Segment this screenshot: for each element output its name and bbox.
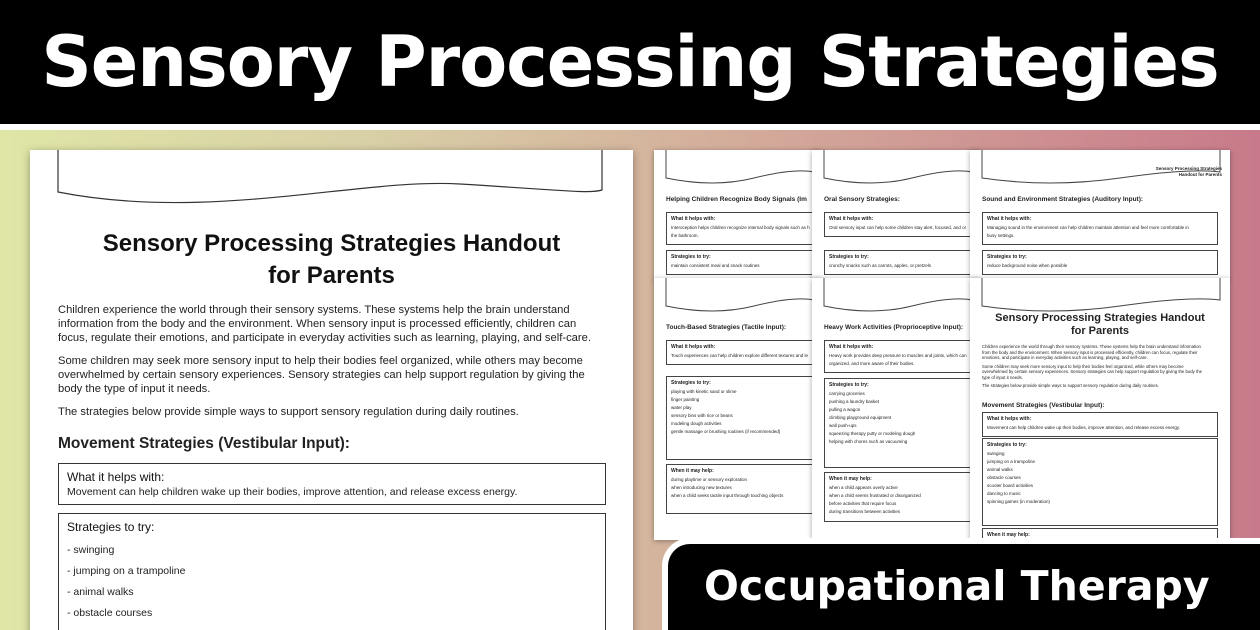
- preview-list-item: when a child seeks tactile input through touching objects: [671, 493, 784, 498]
- handout-page: [30, 150, 633, 630]
- preview-list-item: before activities that require focus: [829, 501, 897, 506]
- preview-list-item: obstacle courses: [987, 475, 1021, 480]
- preview-list-item: pushing a laundry basket: [829, 399, 880, 404]
- header-wave-decoration: [654, 150, 822, 190]
- preview-list-item: during transitions between activities: [829, 509, 901, 514]
- preview-box-text: Managing sound in the environment can help children maintain attention and feel more comfortable in: [987, 225, 1189, 230]
- strategy-item: - animal walks: [67, 586, 597, 598]
- preview-box-text: Oral sensory input can help some children stay alert, focused, and or: [829, 225, 967, 230]
- preview-text-line: emotions, and participate in everyday activities such as learning, playing, and self-care.: [982, 355, 1148, 360]
- preview-when-box: [824, 472, 980, 522]
- preview-list-item: when a child seems frustrated or disorganized: [829, 493, 921, 498]
- preview-list-item: maintain consistent meal and snack routines: [671, 263, 760, 268]
- strategies-heading: Strategies to try:: [67, 520, 155, 534]
- preview-list-item: swinging: [987, 451, 1005, 456]
- corner-line: Sensory Processing Strategies: [1155, 166, 1222, 171]
- subtitle-banner: [662, 538, 1260, 630]
- page-title-line: Sensory Processing Strategies Handout: [102, 230, 561, 257]
- strategies-list: [67, 544, 597, 619]
- preview-box-head: When it may help:: [987, 532, 1030, 538]
- preview-list-item: pulling a wagon: [829, 407, 861, 412]
- preview-box-text: Touch experiences can help children explore different textures and le: [671, 353, 809, 358]
- header-wave-decoration: [812, 150, 980, 190]
- preview-list-item: squeezing therapy putty or modeling dough: [829, 431, 916, 436]
- preview-list-item: gentle massage or brushing routines (if recommended): [671, 429, 781, 434]
- strategy-item: - jumping on a trampoline: [67, 565, 597, 577]
- preview-strategies-box: [824, 378, 980, 468]
- page-title-line: for Parents: [268, 262, 395, 289]
- preview-list-item: crunchy snacks such as carrots, apples, or pretzels: [829, 263, 932, 268]
- preview-strategies-box: [982, 438, 1218, 526]
- preview-helps-box: [666, 212, 822, 245]
- preview-intro: [982, 344, 1218, 389]
- section-heading: Movement Strategies (Vestibular Input):: [58, 435, 350, 452]
- preview-list-item: jumping on a trampoline: [987, 459, 1036, 464]
- preview-title-line: Sensory Processing Strategies Handout: [995, 312, 1205, 324]
- preview-list-item: modeling dough activities: [671, 421, 722, 426]
- preview-box-head: Strategies to try:: [987, 442, 1027, 448]
- preview-list-item: dancing to music: [987, 491, 1021, 496]
- banner-title: Sensory Processing Strategies: [41, 21, 1219, 103]
- preview-list-item: helping with chores such as vacuuming: [829, 439, 908, 444]
- preview-list-item: spinning games (in moderation): [987, 499, 1051, 504]
- preview-helps-box: [824, 340, 980, 373]
- preview-page-sound: [970, 150, 1230, 280]
- page-body: [58, 303, 606, 630]
- header-wave-decoration: [812, 278, 980, 318]
- preview-heading: Oral Sensory Strategies:: [824, 196, 900, 203]
- preview-list-item: animal walks: [987, 467, 1013, 472]
- preview-box-text: busy settings.: [987, 233, 1015, 238]
- preview-box-head: Strategies to try:: [829, 382, 869, 388]
- intro-paragraph: The strategies below provide simple ways to support sensory regulation during daily routines.: [58, 406, 519, 418]
- intro-paragraph: Children experience the world through their sensory systems. These systems help the brain understand information from the body and the environment. When sensory input is processed efficiently, children can focus, regulate their emotions, and participate in everyday activities such as learning, playing, and self-care.: [58, 304, 591, 344]
- preview-box-head: What it helps with:: [987, 416, 1032, 422]
- preview-list-item: reduce background noise when possible: [987, 263, 1068, 268]
- preview-box-head: Strategies to try:: [987, 254, 1027, 260]
- preview-page-heavy-work: [812, 278, 980, 540]
- preview-heading: Heavy Work Activities (Proprioceptive Input):: [824, 324, 964, 331]
- preview-list-item: when a child appears overly active: [829, 485, 898, 490]
- corner-line: Handout for Parents: [1178, 172, 1222, 177]
- preview-helps-box: [666, 340, 822, 365]
- intro-paragraph: Some children may seek more sensory input to help their bodies feel organized, while others may become overwhelmed by certain sensory experiences. Sensory strategies can help support regulation by giving the body the type of input it needs.: [58, 355, 585, 395]
- preview-list-item: finger painting: [671, 397, 700, 402]
- preview-section-title: Movement Strategies (Vestibular Input):: [982, 402, 1105, 409]
- preview-corner-label: [1156, 166, 1222, 178]
- preview-box-text: the bathroom.: [671, 233, 699, 238]
- preview-text-line: Some children may seek more sensory input to help their bodies feel organized, while others may become: [982, 363, 1184, 369]
- preview-box-text: Heavy work provides deep pressure to muscles and joints, which can: [829, 353, 967, 358]
- title-banner: [0, 0, 1260, 130]
- preview-box-head: What it helps with:: [671, 216, 716, 222]
- preview-list-item: carrying groceries: [829, 391, 865, 396]
- preview-page-body-signals: [654, 150, 822, 280]
- preview-box-head: What it helps with:: [829, 216, 874, 222]
- preview-box-head: What it helps with:: [829, 344, 874, 350]
- strategy-item: - obstacle courses: [67, 607, 597, 619]
- strategy-item: - swinging: [67, 544, 597, 556]
- preview-helps-box: [982, 212, 1218, 245]
- preview-text-line: overwhelmed by certain sensory experiences. Sensory strategies can help support regulation by giving the body the: [982, 369, 1202, 374]
- preview-list-item: water play: [671, 405, 692, 410]
- preview-box-head: Strategies to try:: [671, 254, 711, 260]
- preview-helps-box: [982, 412, 1218, 437]
- preview-box-text: Interoception helps children recognize internal body signals such as h: [671, 225, 810, 230]
- preview-box-head: Strategies to try:: [829, 254, 869, 260]
- preview-strategies-box: [666, 250, 822, 275]
- preview-helps-box: [824, 212, 980, 237]
- preview-list-item: scooter board activities: [987, 483, 1034, 488]
- preview-strategies-box: [666, 376, 822, 460]
- preview-heading: Sound and Environment Strategies (Auditory Input):: [982, 196, 1144, 203]
- helps-with-text: Movement can help children wake up their bodies, improve attention, and release excess energy.: [67, 486, 518, 498]
- preview-list-item: when introducing new textures: [671, 485, 732, 490]
- preview-page-front: [970, 278, 1230, 540]
- preview-list-item: wall push-ups: [829, 423, 857, 428]
- preview-list-item: sensory bins with rice or beans: [671, 413, 733, 418]
- preview-title-line: for Parents: [1070, 325, 1130, 337]
- preview-list-item: playing with kinetic sand or slime: [671, 389, 737, 394]
- preview-box-text: organized, and more aware of their bodies.: [829, 361, 915, 366]
- preview-box-head: Strategies to try:: [671, 380, 711, 386]
- preview-text-line: Children experience the world through their sensory systems. These systems help the brain understand information: [982, 344, 1201, 349]
- preview-box-head: When it may help:: [671, 468, 714, 474]
- preview-heading: Helping Children Recognize Body Signals (Im: [666, 196, 807, 203]
- preview-list-item: during playtime or sensory exploration: [671, 477, 748, 482]
- preview-title: [970, 312, 1230, 338]
- preview-box-text: Movement can help children wake up their bodies, improve attention, and release excess energy.: [987, 425, 1181, 430]
- strategies-box: [58, 513, 606, 630]
- preview-page-oral: [812, 150, 980, 280]
- helps-with-heading: What it helps with:: [67, 470, 165, 484]
- preview-box-head: What it helps with:: [987, 216, 1032, 222]
- preview-strategies-box: [982, 250, 1218, 275]
- preview-page-touch: [654, 278, 822, 540]
- preview-text-line: type of input it needs.: [982, 374, 1023, 380]
- preview-list-item: climbing playground equipment: [829, 415, 892, 420]
- preview-text-line: from the body and the environment. When sensory input is processed efficiently, children can focus, regulate their: [982, 349, 1198, 355]
- preview-strategies-box: [824, 250, 980, 275]
- page-title: [30, 228, 633, 292]
- helps-with-box: [58, 463, 606, 505]
- subtitle-label: Occupational Therapy: [704, 562, 1210, 610]
- preview-text-line: The strategies below provide simple ways to support sensory regulation during daily routines.: [982, 383, 1159, 388]
- preview-box-head: When it may help:: [829, 476, 872, 482]
- preview-when-box: [666, 464, 822, 514]
- preview-heading: Touch-Based Strategies (Tactile Input):: [666, 324, 787, 331]
- preview-box-head: What it helps with:: [671, 344, 716, 350]
- header-wave-decoration: [30, 150, 633, 220]
- header-wave-decoration: [654, 278, 822, 318]
